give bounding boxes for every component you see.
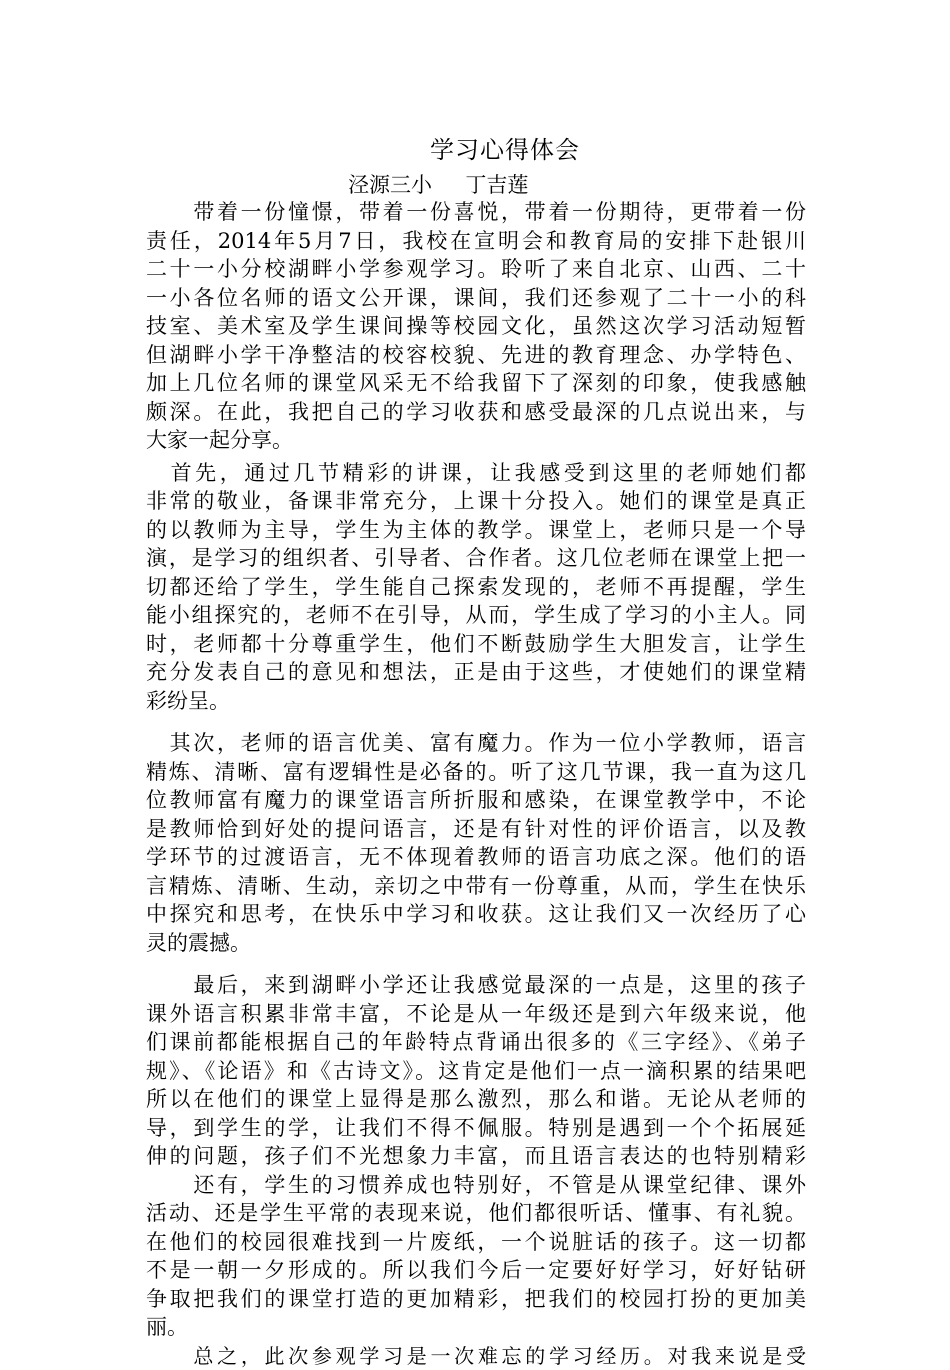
text-line: 颇深。在此，我把自己的学习收获和感受最深的几点说出来，与 [146,398,806,427]
text-line: 灵的震撼。 [146,929,806,958]
text-line: 还有，学生的习惯养成也特别好，不管是从课堂纪律、课外 [146,1171,806,1200]
text-line: 精炼、清晰、富有逻辑性是必备的。听了这几节课，我一直为这几 [146,758,806,787]
text-line: 首先，通过几节精彩的讲课，让我感受到这里的老师她们都 [146,459,806,488]
text-line: 最后，来到湖畔小学还让我感觉最深的一点是，这里的孩子 [146,971,806,1000]
text-line: 学环节的过渡语言，无不体现着教师的语言功底之深。他们的语 [146,843,806,872]
text-line: 带着一份憧憬，带着一份喜悦，带着一份期待，更带着一份 [146,198,806,227]
text-line: 丽。 [146,1313,806,1342]
text-line: 是教师恰到好处的提问语言，还是有针对性的评价语言，以及教 [146,815,806,844]
text-line: 伸的问题，孩子们不光想象力丰富，而且语言表达的也特别精彩 [146,1142,806,1171]
text-line: 争取把我们的课堂打造的更加精彩，把我们的校园打扮的更加美 [146,1285,806,1314]
text-line: 在他们的校园很难找到一片废纸，一个说脏话的孩子。这一切都 [146,1228,806,1257]
text-line: 不是一朝一夕形成的。所以我们今后一定要好好学习，好好钻研 [146,1256,806,1285]
text-line: 课外语言积累非常丰富，不论是从一年级还是到六年级来说，他 [146,1000,806,1029]
text-line: 活动、还是学生平常的表现来说，他们都很听话、懂事、有礼貌。 [146,1199,806,1228]
text-line: 能小组探究的，老师不在引导，从而，学生成了学习的小主人。同 [146,601,806,630]
paragraph [146,198,806,455]
document-body [146,198,806,1370]
paragraph [146,1171,806,1342]
text-line: 一小各位名师的语文公开课，课间，我们还参观了二十一小的科 [146,284,806,313]
text-line: 演，是学习的组织者、引导者、合作者。这几位老师在课堂上把一 [146,544,806,573]
text-line: 导，到学生的学，让我们不得不佩服。特别是遇到一个个拓展延 [146,1114,806,1143]
text-line: 大家一起分享。 [146,426,806,455]
text-line: 位教师富有魔力的课堂语言所折服和感染，在课堂教学中，不论 [146,786,806,815]
text-line: 言精炼、清晰、生动，亲切之中带有一份尊重，从而，学生在快乐 [146,872,806,901]
text-line: 切都还给了学生，学生能自己探索发现的，老师不再提醒，学生 [146,573,806,602]
paragraph [146,971,806,1171]
text-line: 所以在他们的课堂上显得是那么激烈，那么和谐。无论从老师的 [146,1085,806,1114]
text-line: 其次，老师的语言优美、富有魔力。作为一位小学教师，语言 [146,729,806,758]
text-line: 中探究和思考，在快乐中学习和收获。这让我们又一次经历了心 [146,900,806,929]
text-line: 的以教师为主导，学生为主体的教学。课堂上，老师只是一个导 [146,516,806,545]
text-line: 技室、美术室及学生课间操等校园文化，虽然这次学习活动短暂 [146,312,806,341]
document-author: 泾源三小 丁吉莲 [348,171,528,199]
text-line: 充分发表自己的意见和想法，正是由于这些，才使她们的课堂精 [146,658,806,687]
paragraph [146,1342,806,1370]
text-line: 时，老师都十分尊重学生，他们不断鼓励学生大胆发言，让学生 [146,630,806,659]
text-line: 责任，2014年5月7日，我校在宣明会和教育局的安排下赴银川 [146,227,806,256]
text-line: 加上几位名师的课堂风采无不给我留下了深刻的印象，使我感触 [146,369,806,398]
text-line: 二十一小分校湖畔小学参观学习。聆听了来自北京、山西、二十 [146,255,806,284]
text-line: 总之，此次参观学习是一次难忘的学习经历。对我来说是受 [146,1342,806,1370]
paragraph [146,729,806,957]
text-line: 但湖畔小学干净整洁的校容校貌、先进的教育理念、办学特色、 [146,341,806,370]
paragraph [146,459,806,716]
document-title: 学习心得体会 [0,132,950,168]
text-line: 非常的敬业，备课非常充分，上课十分投入。她们的课堂是真正 [146,487,806,516]
text-line: 们课前都能根据自己的年龄特点背诵出很多的《三字经》、《弟子 [146,1028,806,1057]
text-line: 彩纷呈。 [146,687,806,716]
text-line: 规》、《论语》和《古诗文》。这肯定是他们一点一滴积累的结果吧 [146,1057,806,1086]
